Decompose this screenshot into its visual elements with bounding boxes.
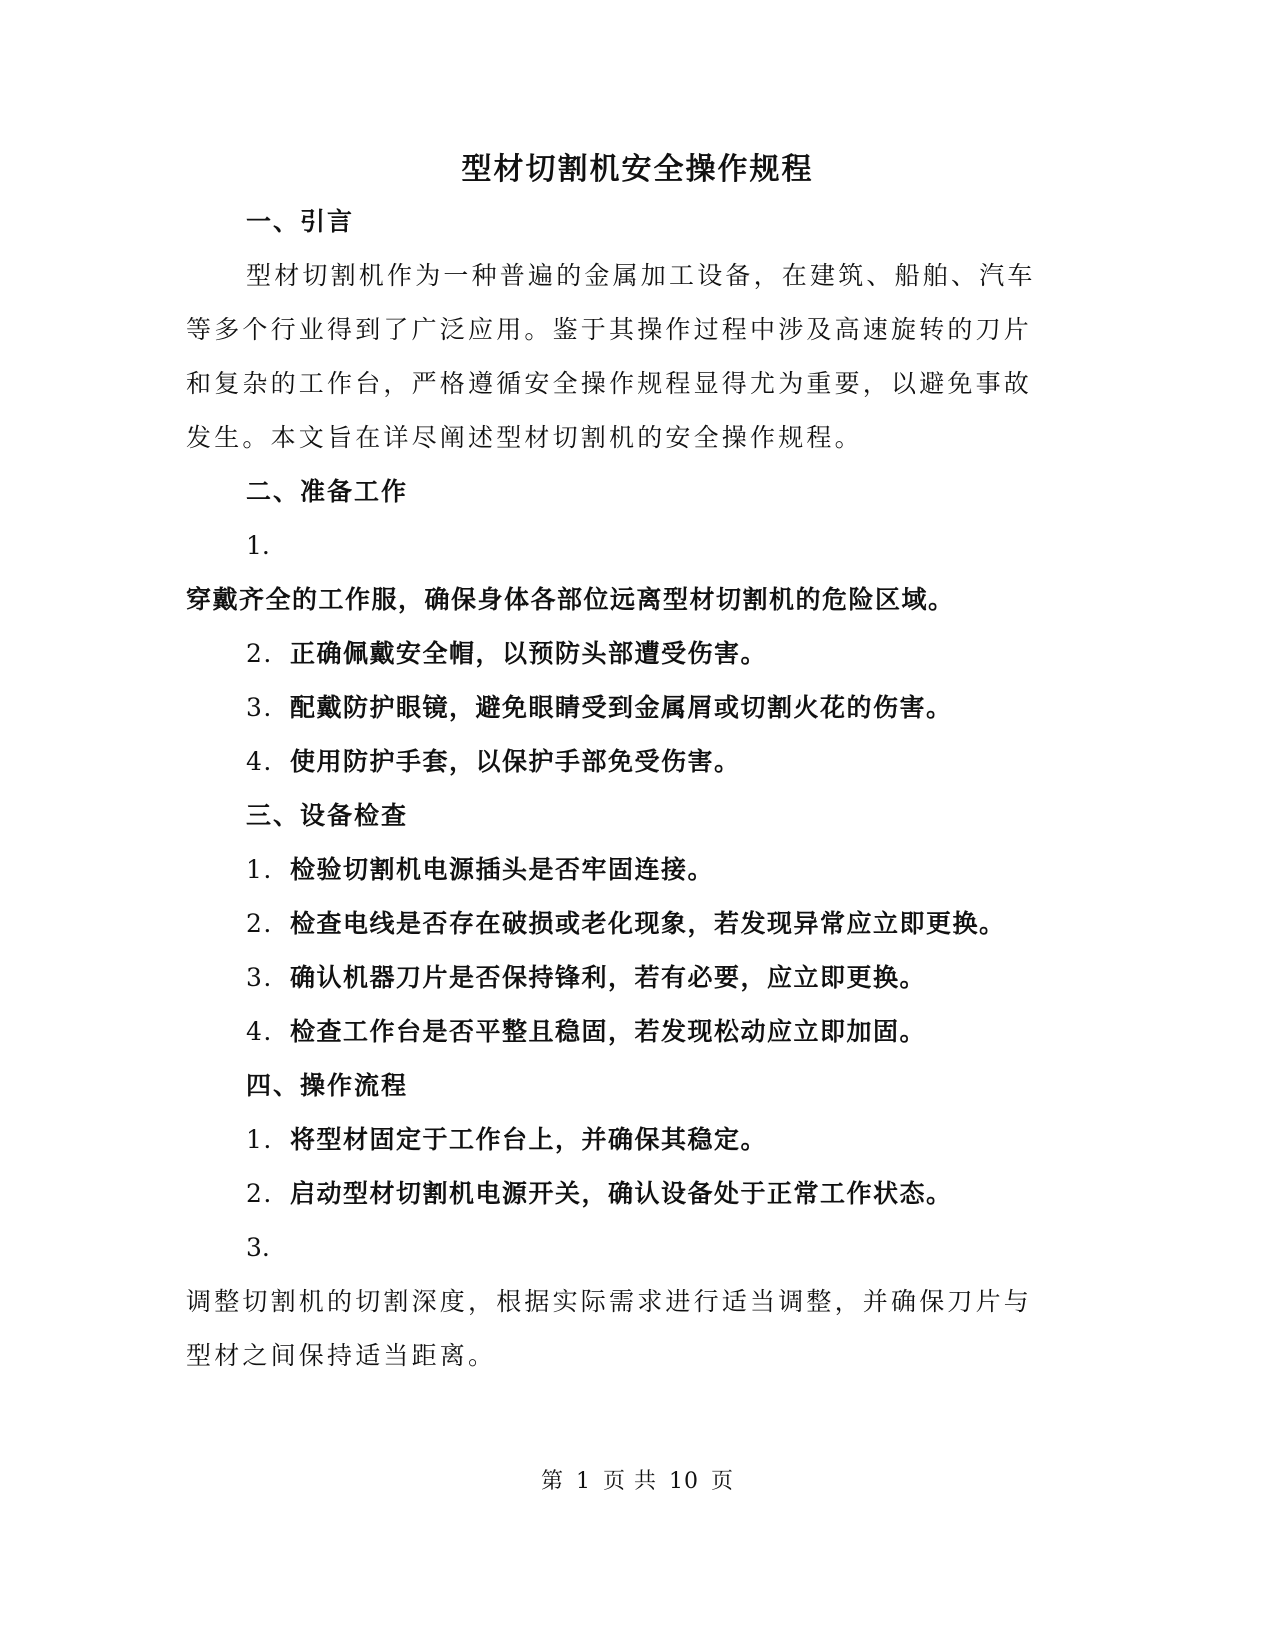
list-item-text: 型材之间保持适当距离。 (186, 1341, 497, 1370)
list-item-number: 4. (246, 747, 273, 776)
list-item-number: 3. (246, 963, 273, 992)
list-item-text: 正确佩戴安全帽，以预防头部遭受伤害。 (290, 639, 768, 668)
list-item-number: 1. (246, 531, 270, 560)
footer-page-number: 1 (576, 1469, 591, 1494)
list-item-text: 启动型材切割机电源开关，确认设备处于正常工作状态。 (290, 1179, 953, 1208)
paragraph-line: 发生。本文旨在详尽阐述型材切割机的安全操作规程。 (186, 423, 863, 452)
list-item-number: 2. (246, 639, 273, 668)
list-item (246, 742, 741, 782)
list-item (246, 904, 1006, 944)
list-item-number: 2. (246, 1179, 273, 1208)
list-item-number: 3. (246, 1233, 270, 1262)
list-item-text: 调整切割机的切割深度，根据实际需求进行适当调整，并确保刀片与 (186, 1287, 1033, 1316)
footer-middle: 页 共 (603, 1469, 657, 1494)
footer-suffix: 页 (711, 1469, 735, 1494)
list-item-text: 使用防护手套，以保护手部免受伤害。 (290, 747, 741, 776)
paragraph-line: 型材切割机作为一种普遍的金属加工设备，在建筑、船舶、汽车 (246, 261, 1036, 290)
list-item-text: 配戴防护眼镜，避免眼睛受到金属屑或切割火花的伤害。 (290, 693, 953, 722)
list-item-number: 3. (246, 693, 273, 722)
list-item (246, 958, 926, 998)
list-item (246, 1120, 767, 1160)
list-item-number: 1. (246, 1125, 273, 1154)
list-item-text: 穿戴齐全的工作服，确保身体各部位远离型材切割机的危险区域。 (186, 585, 955, 614)
list-item (246, 1012, 926, 1052)
list-item-text: 确认机器刀片是否保持锋利，若有必要，应立即更换。 (290, 963, 927, 992)
section-heading-preparation: 二、准备工作 (246, 477, 409, 506)
list-item (246, 688, 953, 728)
section-heading-introduction: 一、引言 (246, 207, 355, 236)
section-heading-equipment-check: 三、设备检查 (246, 801, 409, 830)
list-item-number: 2. (246, 909, 273, 938)
document-title: 型材切割机安全操作规程 (461, 152, 814, 187)
list-item-text: 检验切割机电源插头是否牢固连接。 (290, 855, 715, 884)
footer-prefix: 第 (540, 1469, 564, 1494)
list-item (246, 634, 767, 674)
paragraph-line: 等多个行业得到了广泛应用。鉴于其操作过程中涉及高速旋转的刀片 (186, 315, 1033, 344)
footer-total-pages: 10 (669, 1469, 699, 1494)
list-item-number: 4. (246, 1017, 273, 1046)
list-item-text: 检查电线是否存在破损或老化现象，若发现异常应立即更换。 (290, 909, 1006, 938)
list-item (246, 1174, 953, 1214)
list-item-text: 将型材固定于工作台上，并确保其稳定。 (290, 1125, 768, 1154)
list-item-number: 1. (246, 855, 273, 884)
list-item (246, 850, 714, 890)
list-item-text: 检查工作台是否平整且稳固，若发现松动应立即加固。 (290, 1017, 927, 1046)
section-heading-operation-process: 四、操作流程 (246, 1071, 409, 1100)
paragraph-line: 和复杂的工作台，严格遵循安全操作规程显得尤为重要，以避免事故 (186, 369, 1033, 398)
page-footer (0, 1466, 1275, 1498)
